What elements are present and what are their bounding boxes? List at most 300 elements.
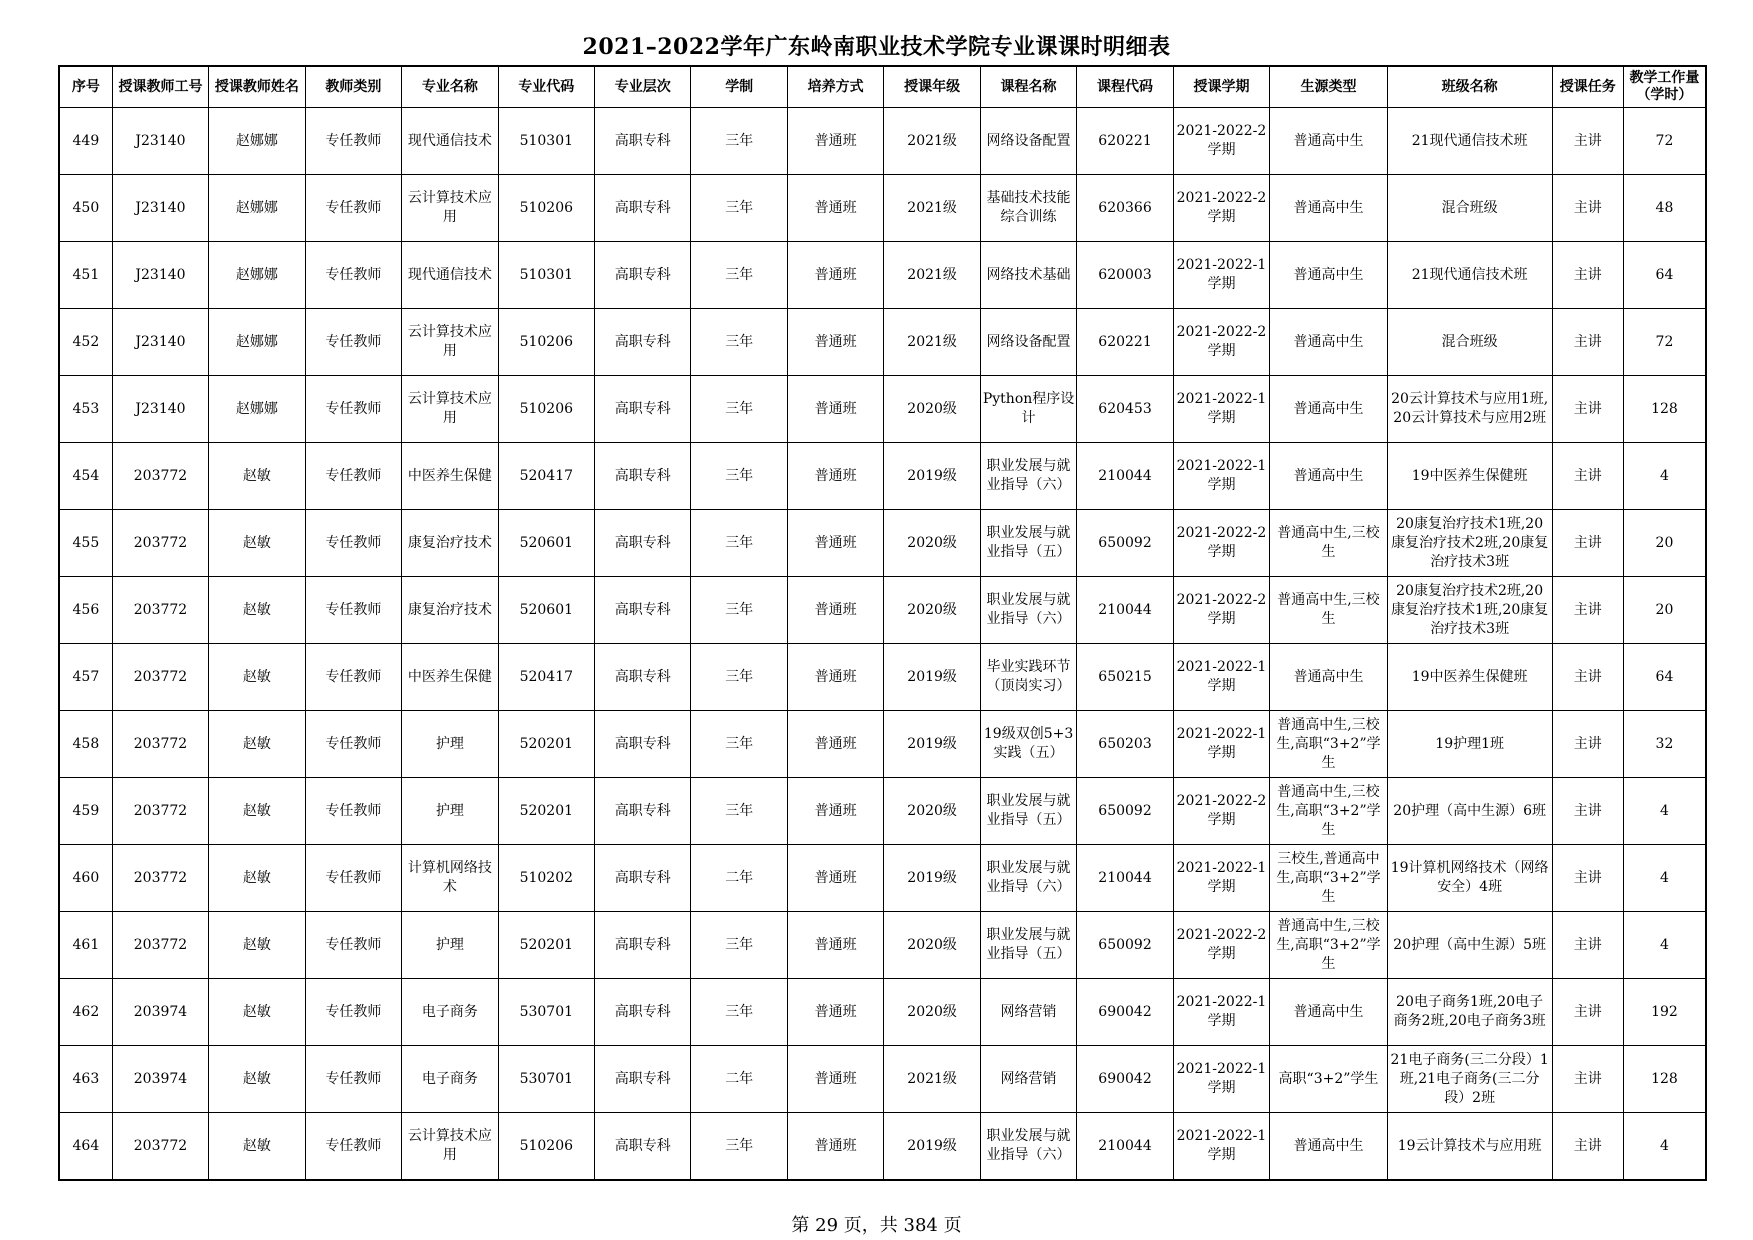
table-cell (1077, 845, 1173, 912)
cell-text: 2021-2022-2学期 (1176, 927, 1267, 962)
cell-text: 203772 (133, 869, 188, 886)
cell-text: 203772 (133, 467, 188, 484)
table-cell (884, 912, 980, 979)
table-cell (1387, 577, 1552, 644)
cell-text: 普通班 (814, 266, 857, 283)
table-row (59, 711, 1706, 778)
table-cell (498, 309, 594, 376)
page-footer: 第 29 页，共 384 页 (791, 1215, 962, 1236)
cell-text: 职业发展与就业指导（五） (986, 793, 1071, 828)
cell-text: 护理 (435, 802, 464, 819)
cell-text: 高职专科 (614, 601, 671, 618)
cell-text: 赵娜娜 (235, 400, 278, 417)
table-cell (1623, 108, 1706, 175)
cell-text: 650203 (1098, 735, 1152, 752)
table-cell (59, 979, 112, 1046)
table-cell (787, 510, 883, 577)
table-cell (1387, 711, 1552, 778)
table-cell (691, 175, 787, 242)
cell-text: Python程序设计 (982, 391, 1075, 426)
cell-text: 203772 (133, 1137, 188, 1154)
cell-text: 三年 (725, 400, 754, 417)
table-cell (595, 845, 691, 912)
table-cell (1623, 1046, 1706, 1113)
column-header: 授课学期 (1173, 66, 1269, 108)
cell-text: 19中医养生保健班 (1411, 668, 1528, 685)
table-cell (498, 778, 594, 845)
table-cell (305, 108, 401, 175)
column-header: 教师类别 (305, 66, 401, 108)
column-header: 学制 (691, 66, 787, 108)
cell-text: 620366 (1098, 199, 1152, 216)
table-cell (1387, 644, 1552, 711)
table-cell (787, 309, 883, 376)
cell-text: 48 (1655, 199, 1674, 216)
table-row (59, 644, 1706, 711)
table-cell (691, 108, 787, 175)
table-cell (498, 979, 594, 1046)
column-header: 专业代码 (498, 66, 594, 108)
cell-text: 主讲 (1573, 869, 1602, 886)
table-cell (1270, 711, 1388, 778)
cell-text: 主讲 (1573, 534, 1602, 551)
cell-text: 2021-2022-1学期 (1176, 860, 1267, 895)
table-cell (1173, 778, 1269, 845)
cell-text: 203772 (133, 802, 188, 819)
table-cell (1077, 912, 1173, 979)
table-cell (980, 979, 1076, 1046)
table-cell (1387, 912, 1552, 979)
cell-text: 二年 (725, 869, 754, 886)
table-cell (787, 1113, 883, 1181)
cell-text: 三年 (725, 1137, 754, 1154)
table-cell (112, 309, 208, 376)
column-header: 课程名称 (980, 66, 1076, 108)
table-cell (691, 376, 787, 443)
cell-text: 203974 (133, 1070, 188, 1087)
table-cell (1623, 443, 1706, 510)
table-cell (1387, 778, 1552, 845)
cell-text: 530701 (519, 1003, 574, 1020)
cell-text: 基础技术技能综合训练 (986, 190, 1071, 225)
table-cell (498, 175, 594, 242)
table-cell (402, 711, 498, 778)
cell-text: 510301 (519, 266, 574, 283)
table-cell (884, 376, 980, 443)
table-cell (595, 175, 691, 242)
cell-text: 网络技术基础 (986, 266, 1071, 283)
table-cell (59, 644, 112, 711)
table-cell (884, 309, 980, 376)
table-cell (595, 443, 691, 510)
cell-text: 520417 (519, 668, 574, 685)
cell-text: 三年 (725, 802, 754, 819)
cell-text: 高职专科 (614, 132, 671, 149)
table-cell (787, 376, 883, 443)
table-cell (1387, 443, 1552, 510)
cell-text: 4 (1659, 869, 1669, 886)
cell-text: 云计算技术应用 (407, 324, 492, 359)
table-cell (595, 644, 691, 711)
cell-text: 4 (1659, 1137, 1669, 1154)
table-cell (1173, 577, 1269, 644)
cell-text: 赵娜娜 (235, 132, 278, 149)
table-cell (595, 510, 691, 577)
table-cell (1173, 376, 1269, 443)
table-cell (1623, 1113, 1706, 1181)
table-cell (112, 242, 208, 309)
table-cell (980, 309, 1076, 376)
cell-text: 510206 (519, 400, 574, 417)
table-cell (1552, 912, 1623, 979)
table-cell (1173, 242, 1269, 309)
table-cell (1270, 108, 1388, 175)
table-cell (498, 510, 594, 577)
cell-text: 454 (72, 467, 100, 484)
table-cell (980, 912, 1076, 979)
cell-text: 职业发展与就业指导（六） (986, 592, 1071, 627)
cell-text: 普通班 (814, 668, 857, 685)
column-header: 序号 (59, 66, 112, 108)
cell-text: 450 (72, 199, 100, 216)
table-cell (402, 577, 498, 644)
table-cell (305, 778, 401, 845)
table-cell (112, 510, 208, 577)
column-header: 班级名称 (1387, 66, 1552, 108)
cell-text: 2021-2022-2学期 (1176, 592, 1267, 627)
cell-text: 高职专科 (614, 735, 671, 752)
table-cell (1552, 1113, 1623, 1181)
cell-text: 康复治疗技术 (407, 534, 492, 551)
cell-text: 463 (72, 1070, 100, 1087)
table-cell (305, 644, 401, 711)
cell-text: 普通班 (814, 333, 857, 350)
table-cell (595, 912, 691, 979)
cell-text: 460 (72, 869, 100, 886)
table-cell (1077, 711, 1173, 778)
cell-text: 650092 (1098, 936, 1152, 953)
cell-text: 普通高中生 (1293, 400, 1364, 417)
table-row (59, 912, 1706, 979)
table-cell (1270, 912, 1388, 979)
cell-text: 520601 (519, 601, 574, 618)
cell-text: 21电子商务(三二分段）1班,21电子商务(三二分段）2班 (1390, 1051, 1549, 1106)
table-row (59, 979, 1706, 1046)
table-cell (112, 778, 208, 845)
table-cell (1077, 309, 1173, 376)
cell-text: 2021-2022-2学期 (1176, 123, 1267, 158)
table-row (59, 443, 1706, 510)
table-cell (595, 979, 691, 1046)
table-cell (787, 644, 883, 711)
cell-text: 赵敏 (242, 869, 271, 886)
cell-text: 二年 (725, 1070, 754, 1087)
table-cell (498, 912, 594, 979)
table-body (59, 108, 1706, 1181)
table-cell (1623, 510, 1706, 577)
cell-text: 现代通信技术 (407, 132, 492, 149)
cell-text: 2021级 (907, 132, 957, 149)
table-cell (305, 443, 401, 510)
cell-text: 2019级 (907, 1137, 957, 1154)
table-cell (59, 443, 112, 510)
cell-text: 护理 (435, 735, 464, 752)
table-cell (209, 242, 305, 309)
table-cell (980, 175, 1076, 242)
table-cell (1552, 1046, 1623, 1113)
cell-text: 专任教师 (325, 534, 382, 551)
table-cell (59, 309, 112, 376)
cell-text: J23140 (135, 199, 186, 216)
table-cell (980, 778, 1076, 845)
table-cell (1077, 510, 1173, 577)
cell-text: 云计算技术应用 (407, 1128, 492, 1163)
column-header: 授课年级 (884, 66, 980, 108)
table-cell (884, 510, 980, 577)
cell-text: 康复治疗技术 (407, 601, 492, 618)
table-cell (1387, 1046, 1552, 1113)
cell-text: 2021-2022-2学期 (1176, 324, 1267, 359)
table-cell (305, 309, 401, 376)
table-cell (59, 778, 112, 845)
cell-text: 520417 (519, 467, 574, 484)
table-cell (112, 845, 208, 912)
cell-text: 464 (72, 1137, 100, 1154)
table-cell (595, 577, 691, 644)
cell-text: 2021级 (907, 1070, 957, 1087)
table-cell (305, 376, 401, 443)
cell-text: 21现代通信技术班 (1411, 132, 1528, 149)
table-row (59, 510, 1706, 577)
table-cell (1077, 242, 1173, 309)
table-cell (1623, 711, 1706, 778)
cell-text: 650092 (1098, 534, 1152, 551)
table-cell (402, 309, 498, 376)
table-cell (595, 309, 691, 376)
table-cell (402, 1113, 498, 1181)
cell-text: 三年 (725, 199, 754, 216)
table-cell (59, 175, 112, 242)
cell-text: 主讲 (1573, 132, 1602, 149)
table-cell (1270, 510, 1388, 577)
cell-text: 赵敏 (242, 534, 271, 551)
table-cell (1270, 577, 1388, 644)
cell-text: 主讲 (1573, 400, 1602, 417)
table-header-row (59, 66, 1706, 108)
table-cell (691, 242, 787, 309)
table-cell (787, 242, 883, 309)
table-cell (1173, 175, 1269, 242)
cell-text: 620221 (1098, 132, 1152, 149)
cell-text: 三年 (725, 1003, 754, 1020)
table-cell (209, 644, 305, 711)
cell-text: 赵敏 (242, 735, 271, 752)
table-cell (402, 376, 498, 443)
cell-text: 专任教师 (325, 266, 382, 283)
cell-text: 普通班 (814, 132, 857, 149)
table-cell (1552, 443, 1623, 510)
table-cell (112, 1046, 208, 1113)
table-cell (1270, 644, 1388, 711)
cell-text: 72 (1655, 132, 1674, 149)
cell-text: 专任教师 (325, 1137, 382, 1154)
cell-text: 计算机网络技术 (407, 860, 492, 895)
table-cell (402, 778, 498, 845)
table-cell (498, 577, 594, 644)
cell-text: 620453 (1098, 400, 1152, 417)
cell-text: 2020级 (907, 802, 957, 819)
cell-text: 21现代通信技术班 (1411, 266, 1528, 283)
cell-text: 中医养生保健 (407, 668, 492, 685)
table-cell (305, 577, 401, 644)
cell-text: 普通高中生 (1293, 467, 1364, 484)
cell-text: 210044 (1098, 1137, 1152, 1154)
cell-text: 203772 (133, 735, 188, 752)
table-cell (498, 242, 594, 309)
cell-text: 普通班 (814, 1137, 857, 1154)
cell-text: 网络设备配置 (986, 333, 1071, 350)
table-cell (1173, 309, 1269, 376)
table-cell (884, 175, 980, 242)
column-header: 教学工作量（学时） (1623, 66, 1706, 108)
cell-text: 192 (1651, 1003, 1678, 1020)
table-cell (1173, 1113, 1269, 1181)
cell-text: 三年 (725, 936, 754, 953)
table-cell (1077, 376, 1173, 443)
cell-text: 普通班 (814, 199, 857, 216)
course-hours-table (58, 65, 1707, 1181)
cell-text: 三年 (725, 735, 754, 752)
cell-text: 主讲 (1573, 199, 1602, 216)
table-cell (691, 979, 787, 1046)
cell-text: 20护理（高中生源）5班 (1393, 936, 1547, 953)
cell-text: 三年 (725, 668, 754, 685)
cell-text: 普通班 (814, 802, 857, 819)
cell-text: 2020级 (907, 534, 957, 551)
table-cell (1173, 711, 1269, 778)
cell-text: 510206 (519, 1137, 574, 1154)
table-cell (1623, 979, 1706, 1046)
cell-text: 网络设备配置 (986, 132, 1071, 149)
table-cell (209, 443, 305, 510)
table-cell (691, 1113, 787, 1181)
cell-text: 高职专科 (614, 1070, 671, 1087)
table-cell (209, 577, 305, 644)
cell-text: 专任教师 (325, 467, 382, 484)
table-cell (1077, 108, 1173, 175)
cell-text: 2020级 (907, 400, 957, 417)
table-cell (209, 309, 305, 376)
table-cell (1077, 1046, 1173, 1113)
cell-text: 现代通信技术 (407, 266, 492, 283)
cell-text: 专任教师 (325, 333, 382, 350)
cell-text: 主讲 (1573, 266, 1602, 283)
table-cell (787, 577, 883, 644)
table-cell (209, 510, 305, 577)
table-cell (1270, 309, 1388, 376)
table-cell (209, 845, 305, 912)
table-cell (305, 845, 401, 912)
table-cell (402, 912, 498, 979)
table-cell (1077, 778, 1173, 845)
table-cell (787, 443, 883, 510)
table-cell (305, 979, 401, 1046)
table-cell (305, 510, 401, 577)
table-cell (980, 644, 1076, 711)
table-cell (59, 577, 112, 644)
table-cell (595, 242, 691, 309)
cell-text: 20电子商务1班,20电子商务2班,20电子商务3班 (1393, 994, 1546, 1029)
cell-text: 20 (1655, 534, 1674, 551)
cell-text: 职业发展与就业指导（五） (986, 927, 1071, 962)
column-header: 授课教师姓名 (209, 66, 305, 108)
cell-text: 普通高中生 (1293, 199, 1364, 216)
cell-text: 20 (1655, 601, 1674, 618)
cell-text: 三校生,普通高中生,高职“3+2”学生 (1276, 850, 1381, 905)
page-title: 2021–2022学年广东岭南职业技术学院专业课课时明细表 (582, 34, 1171, 60)
cell-text: J23140 (135, 132, 186, 149)
cell-text: 普通高中生,三校生 (1277, 525, 1380, 560)
cell-text: 专任教师 (325, 601, 382, 618)
cell-text: 72 (1655, 333, 1674, 350)
table-cell (498, 845, 594, 912)
cell-text: 203772 (133, 936, 188, 953)
cell-text: 2019级 (907, 467, 957, 484)
column-header: 授课教师工号 (112, 66, 208, 108)
table-row (59, 778, 1706, 845)
cell-text: 2021-2022-1学期 (1176, 458, 1267, 493)
table-cell (1623, 577, 1706, 644)
table-row (59, 242, 1706, 309)
table-cell (595, 108, 691, 175)
cell-text: 普通班 (814, 400, 857, 417)
table-cell (691, 1046, 787, 1113)
table-cell (402, 510, 498, 577)
table-cell (595, 376, 691, 443)
cell-text: 普通班 (814, 467, 857, 484)
cell-text: 主讲 (1573, 601, 1602, 618)
cell-text: 专任教师 (325, 132, 382, 149)
cell-text: 普通高中生,三校生,高职“3+2”学生 (1276, 917, 1381, 972)
cell-text: 电子商务 (421, 1070, 478, 1087)
table-cell (980, 1046, 1076, 1113)
table-cell (59, 108, 112, 175)
cell-text: 520201 (519, 802, 574, 819)
table-cell (1552, 376, 1623, 443)
table-cell (1387, 309, 1552, 376)
table-cell (787, 175, 883, 242)
table-cell (209, 1046, 305, 1113)
table-cell (305, 242, 401, 309)
cell-text: 云计算技术应用 (407, 391, 492, 426)
cell-text: 520201 (519, 735, 574, 752)
cell-text: 620221 (1098, 333, 1152, 350)
table-cell (1270, 778, 1388, 845)
table-cell (691, 778, 787, 845)
table-cell (980, 242, 1076, 309)
cell-text: 普通班 (814, 869, 857, 886)
table-cell (1552, 979, 1623, 1046)
table-cell (112, 443, 208, 510)
cell-text: 云计算技术应用 (407, 190, 492, 225)
table-cell (884, 845, 980, 912)
table-cell (1387, 510, 1552, 577)
cell-text: 赵娜娜 (235, 333, 278, 350)
cell-text: 赵敏 (242, 668, 271, 685)
cell-text: 4 (1659, 936, 1669, 953)
table-cell (305, 912, 401, 979)
cell-text: 20护理（高中生源）6班 (1393, 802, 1547, 819)
